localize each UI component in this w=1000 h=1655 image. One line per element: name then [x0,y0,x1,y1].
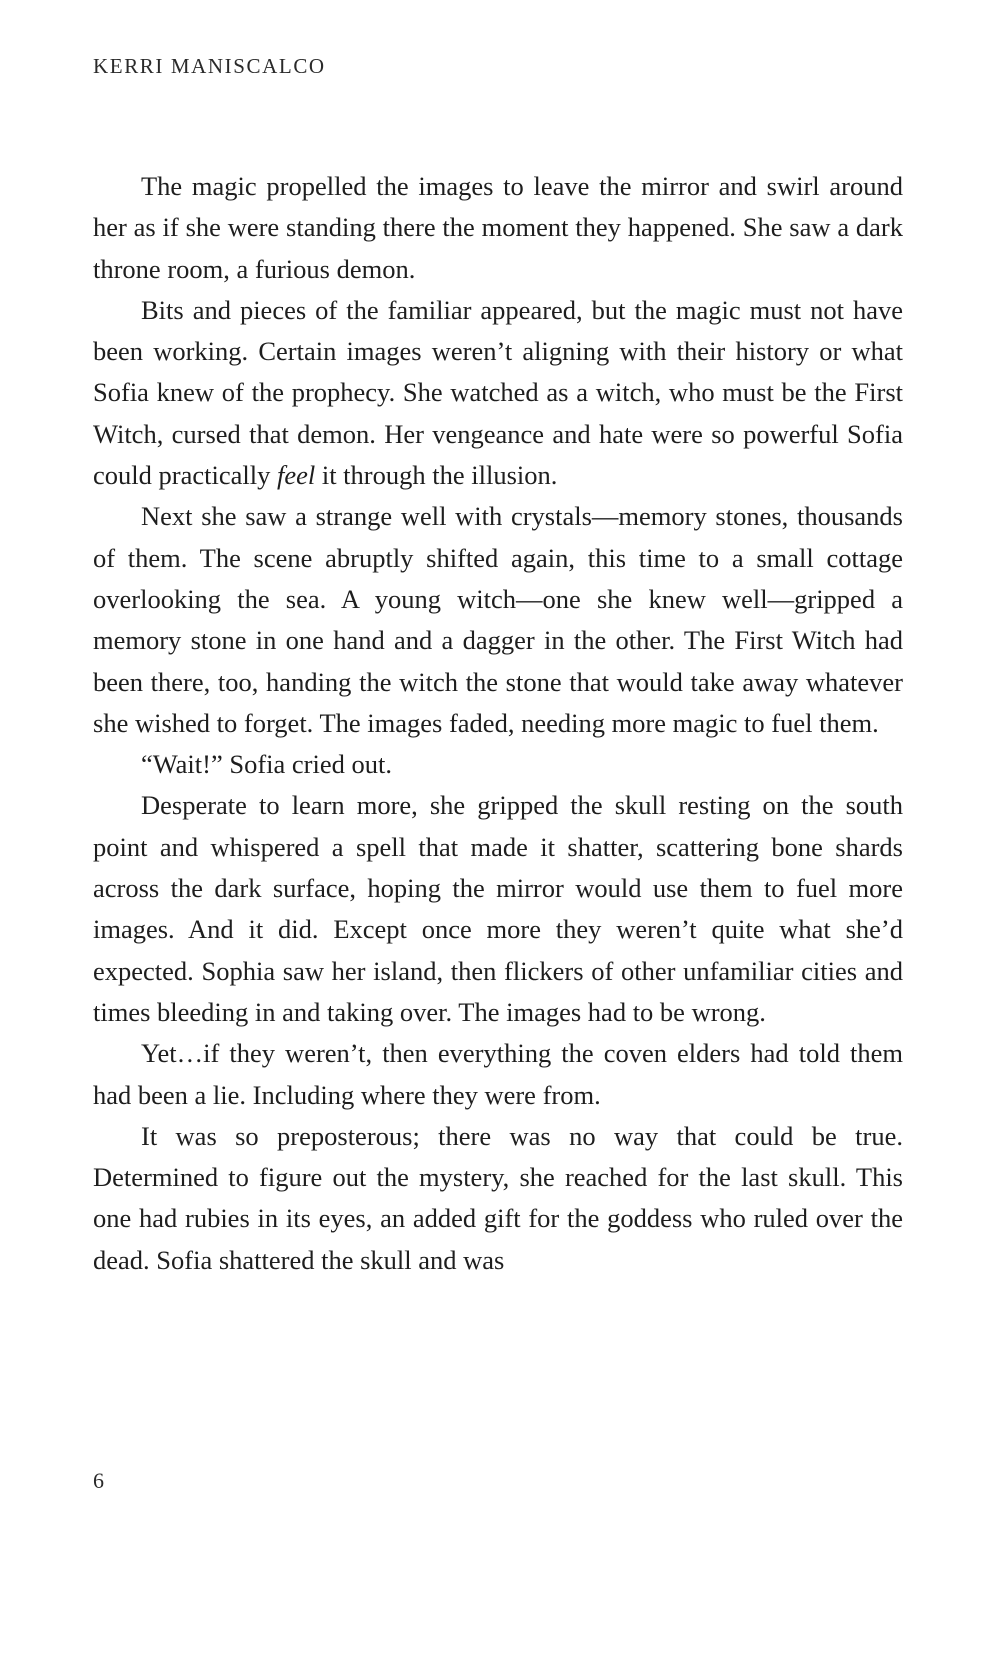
paragraph [93,1116,903,1281]
paragraph-text: “Wait!” Sofia cried out. [141,749,392,780]
paragraph-text: Bits and pieces of the familiar appeared, but the magic must not have been working. Certain images weren’t aligning with their history or what Sofia knew of the prophecy. She watched as a witch, who must be the First Witch, cursed that demon. Her vengeance and hate were so powerful Sofia could practically [93,294,903,491]
paragraph [93,785,903,1033]
paragraph [93,496,903,744]
emphasis-text: feel [276,460,316,491]
paragraph [93,290,903,496]
paragraph-text: The magic propelled the images to leave the mirror and swirl around her as if she were standing there the moment they happened. She saw a dark throne room, a furious demon. [93,171,903,284]
paragraph-text: It was so preposterous; there was no way that could be true. Determined to figure out the mystery, she reached for the last skull. This one had rubies in its eyes, an added gift for the goddess who ruled over the dead. Sofia shattered the skull and was [93,1120,903,1275]
paragraph-text: Yet…if they weren’t, then everything the coven elders had told them had been a lie. Including where they were from. [93,1038,903,1110]
paragraph-text: Next she saw a strange well with crystals—memory stones, thousands of them. The scene abruptly shifted again, this time to a small cottage overlooking the sea. A young witch—one she knew well—gripped a memory stone in one hand and a dagger in the other. The First Witch had been there, too, handing the witch the stone that would take away whatever she wished to forget. The images faded, needing more magic to fuel them. [93,501,903,738]
paragraph-text: it through the illusion. [315,460,558,491]
paragraph [93,1033,903,1116]
page-number: 6 [93,1468,104,1493]
paragraph [93,166,903,290]
running-header-author: KERRI MANISCALCO [93,54,326,78]
paragraph [93,744,903,785]
body-text [93,166,903,1281]
paragraph-text: Desperate to learn more, she gripped the skull resting on the south point and whispered a spell that made it shatter, scattering bone shards across the dark surface, hoping the mirror would use them to fuel more images. And it did. Except once more they weren’t quite what she’d expected. Sophia saw her island, then flickers of other unfamiliar cities and times bleeding in and taking over. The images had to be wrong. [93,790,903,1027]
